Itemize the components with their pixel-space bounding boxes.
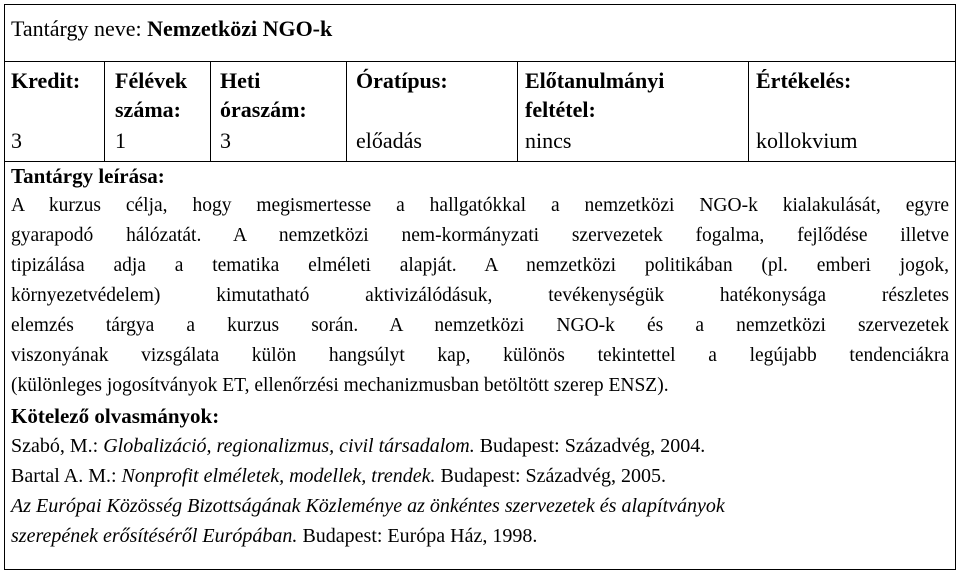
reading-title: Globalizáció, regionalizmus, civil társadalom. — [103, 435, 475, 457]
reading-item — [11, 461, 949, 491]
description-line: elemzés tárgya a kurzus során. A nemzetközi NGO-k és a nemzetközi szervezetek — [11, 315, 949, 336]
description-line: tipizálása adja a tematika elméleti alapját. A nemzetközi politikában (pl. emberi jogok, — [11, 255, 949, 276]
subject-title — [11, 16, 332, 42]
subject-label: Tantárgy neve: — [11, 16, 142, 41]
class-type-value: előadás — [356, 128, 422, 153]
reading-title: Az Európai Közösség Bizottságának Közleménye az önkéntes szervezetek és alapítványok — [11, 495, 725, 517]
subject-name: Nemzetközi NGO-k — [147, 16, 333, 41]
weekly-hours-header: Heti óraszám: — [220, 68, 307, 122]
prerequisite-cell — [525, 66, 740, 153]
reading-item-continued — [11, 521, 949, 551]
column-divider — [346, 61, 347, 161]
credit-cell — [11, 66, 101, 153]
description-section — [11, 161, 949, 551]
column-divider — [748, 61, 749, 161]
reading-item — [11, 431, 949, 461]
reading-title: szerepének erősítéséről Európában. — [11, 525, 298, 547]
reading-publisher: Budapest: Századvég, 2005. — [440, 465, 667, 487]
column-divider — [104, 61, 105, 161]
evaluation-cell — [756, 66, 946, 153]
description-line: A kurzus célja, hogy megismertesse a hallgatókkal a nemzetközi NGO-k kialakulását, egyre — [11, 195, 949, 216]
description-line: környezetvédelem) kimutatható aktivizálódásuk, tevékenységük hatékonysága részletes — [11, 285, 949, 306]
credit-header: Kredit: — [11, 68, 81, 93]
weekly-hours-value: 3 — [220, 128, 231, 153]
reading-title: Nonprofit elméletek, modellek, trendek. — [121, 465, 436, 487]
column-divider — [210, 61, 211, 161]
description-line: viszonyának vizsgálata külön hangsúlyt kap, különös tekintettel a legújabb tendenciákra — [11, 345, 949, 366]
class-type-cell — [356, 66, 511, 153]
reading-author: Bartal A. M.: — [11, 465, 117, 487]
description-line: (különleges jogosítványok ET, ellenőrzési mechanizmusban betöltött szerep ENSZ). — [11, 375, 669, 396]
description-paragraph — [11, 191, 949, 401]
prerequisite-header: Előtanulmányi feltétel: — [525, 68, 665, 122]
column-divider — [517, 61, 518, 161]
credit-value: 3 — [11, 128, 22, 153]
class-type-header: Óratípus: — [356, 68, 448, 93]
reading-publisher: Budapest: Századvég, 2004. — [479, 435, 706, 457]
evaluation-value: kollokvium — [756, 128, 858, 153]
reading-item — [11, 491, 949, 521]
description-line: gyarapodó hálózatát. A nemzetközi nem-kormányzati szervezetek fogalma, fejlődése illetve — [11, 225, 949, 246]
row-divider — [4, 61, 956, 62]
semesters-header: Félévek száma: — [115, 68, 188, 122]
evaluation-header: Értékelés: — [756, 68, 852, 93]
reading-publisher: Budapest: Európa Ház, 1998. — [302, 525, 538, 547]
semesters-cell — [115, 66, 207, 153]
reading-author: Szabó, M.: — [11, 435, 99, 457]
course-sheet — [4, 4, 956, 570]
readings-heading: Kötelező olvasmányok: — [11, 404, 220, 428]
prerequisite-value: nincs — [525, 128, 572, 153]
semesters-value: 1 — [115, 128, 126, 153]
weekly-hours-cell — [220, 66, 340, 153]
description-heading: Tantárgy leírása: — [11, 164, 165, 188]
